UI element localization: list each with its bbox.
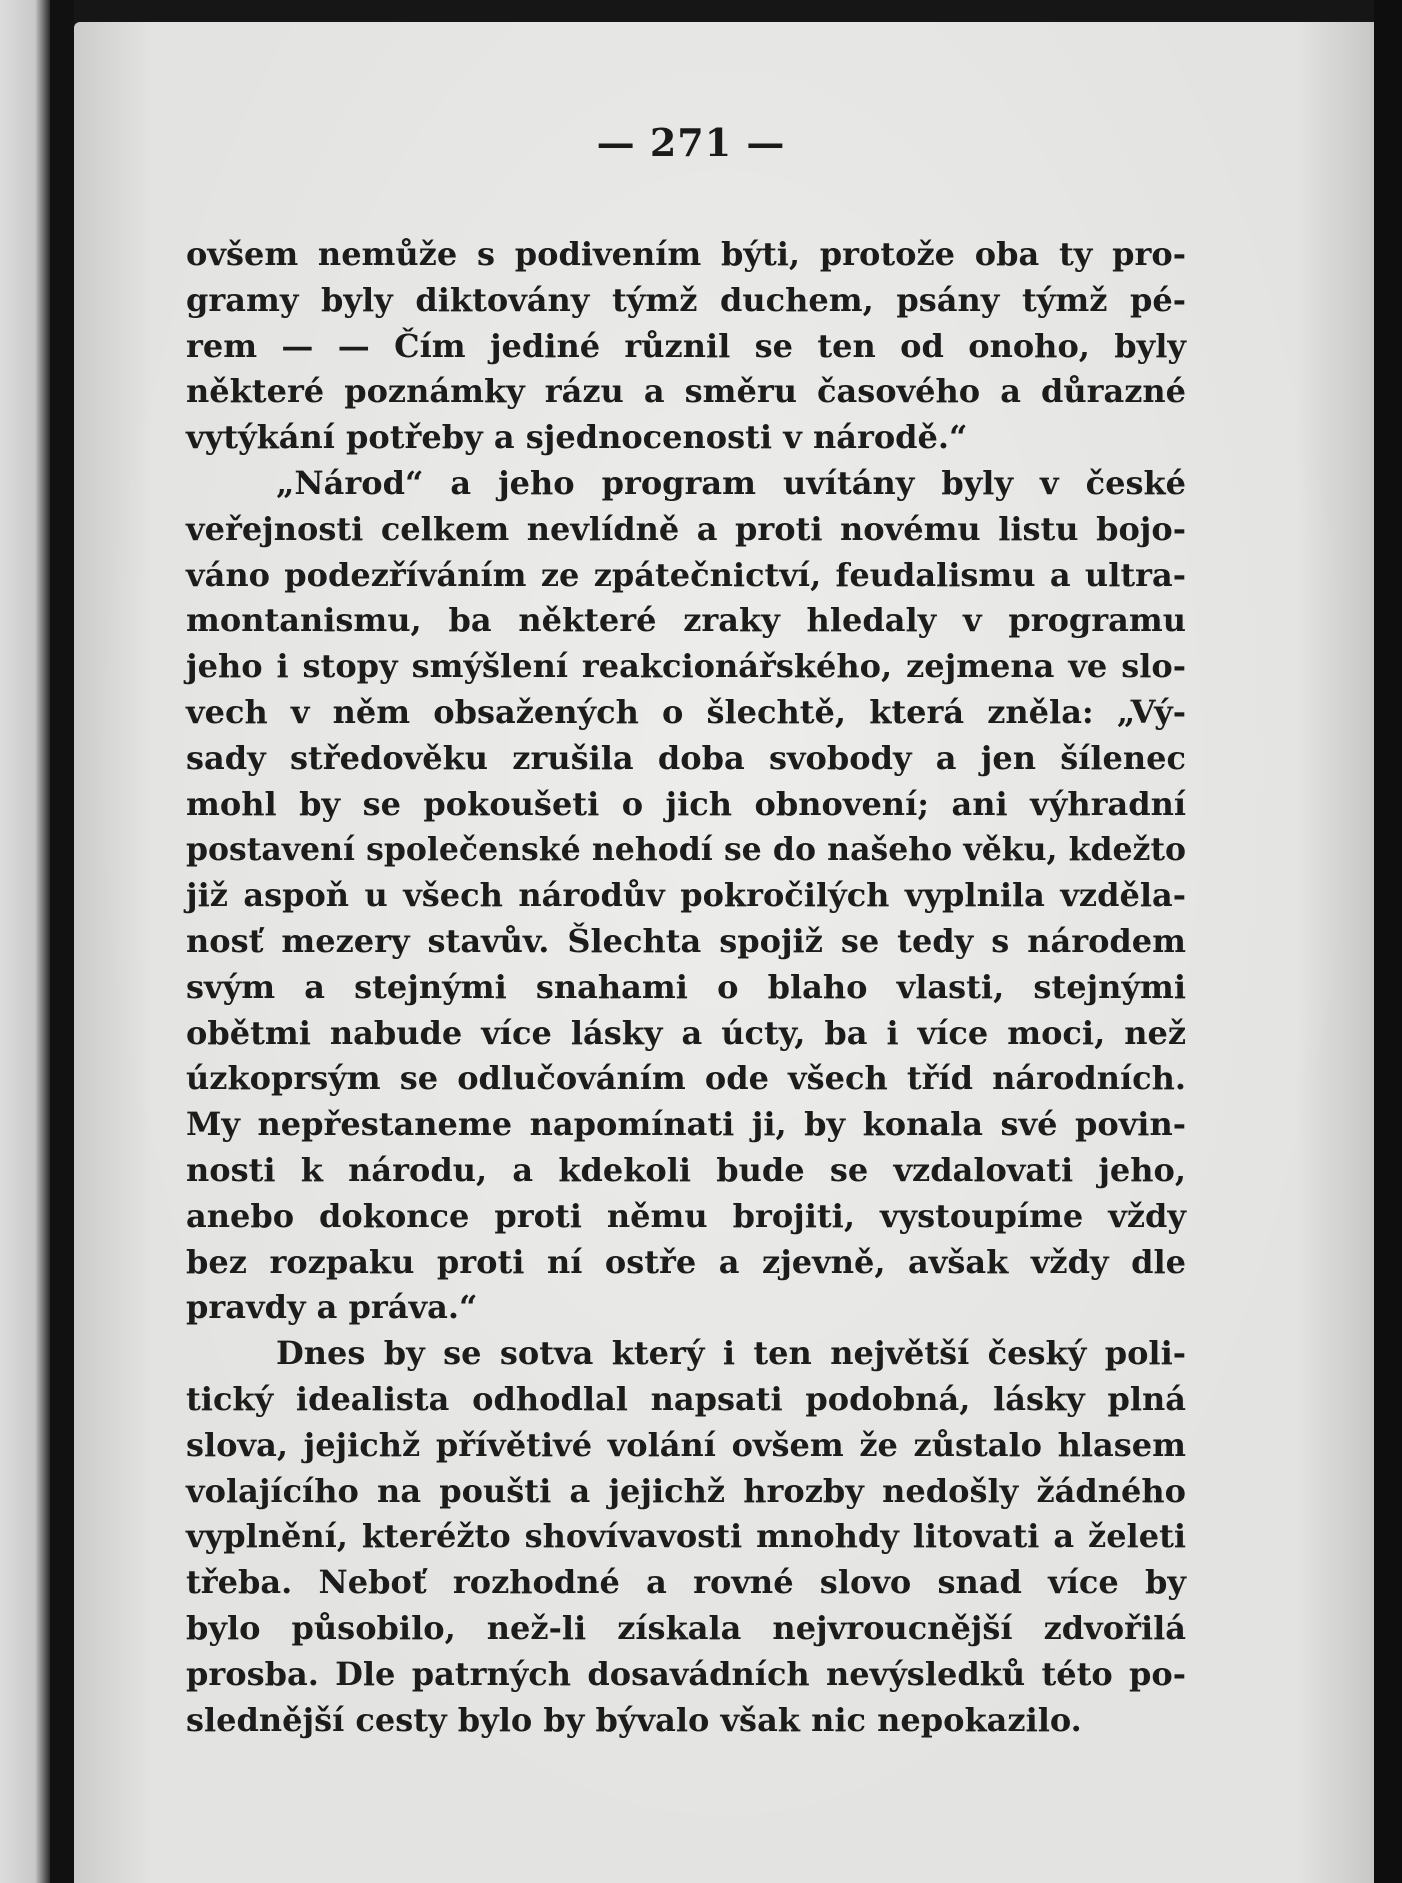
text-line: rem — — Čím jediné různil se ten od onoho, byly (186, 326, 1186, 365)
text-line: třeba. Neboť rozhodné a rovné slovo snad více by (186, 1563, 1186, 1602)
text-line: anebo dokonce proti němu brojiti, vystoupíme vždy (186, 1196, 1186, 1235)
text-line: nosti k národu, a kdekoli bude se vzdalovati jeho, (186, 1150, 1186, 1189)
text-line: Dnes by se sotva který i ten největší český poli- (276, 1334, 1186, 1373)
text-line: sady středověku zrušila doba svobody a jen šílenec (186, 738, 1186, 777)
text-line: prosba. Dle patrných dosavádních nevýsledků této po- (186, 1654, 1186, 1693)
text-line: svým a stejnými snahami o blaho vlasti, stejnými (186, 967, 1186, 1006)
text-line: obětmi nabude více lásky a úcty, ba i více moci, než (186, 1013, 1186, 1052)
text-line: nosť mezery stavův. Šlechta spojiž se tedy s národem (186, 921, 1186, 960)
text-line: slova, jejichž přívětivé volání ovšem že zůstalo hlasem (186, 1425, 1186, 1464)
text-line: slednější cesty bylo by bývalo však nic nepokazilo. (186, 1700, 1082, 1739)
page-number: — 271 — (596, 120, 786, 165)
text-line: vyplnění, kteréžto shovívavosti mnohdy litovati a želeti (186, 1517, 1186, 1556)
text-line: „Národ“ a jeho program uvítány byly v české (276, 463, 1186, 502)
text-line: gramy byly diktovány týmž duchem, psány týmž pé- (186, 280, 1186, 319)
text-line: montanismu, ba některé zraky hledaly v programu (186, 601, 1186, 640)
text-line: vech v něm obsažených o šlechtě, která zněla: „Vý- (186, 692, 1186, 731)
body-text (186, 232, 1186, 1743)
text-line: ovšem nemůže s podivením býti, protože oba ty pro- (186, 235, 1186, 273)
text-line: mohl by se pokoušeti o jich obnovení; ani výhradní (186, 784, 1186, 823)
text-line: již aspoň u všech národův pokročilých vyplnila vzděla- (186, 876, 1186, 915)
text-line: tický idealista odhodlal napsati podobná, lásky plná (186, 1379, 1186, 1418)
text-line: váno podezříváním ze zpátečnictví, feudalismu a ultra- (186, 555, 1186, 594)
page-right-shadow (1374, 0, 1402, 1883)
text-line: bez rozpaku proti ní ostře a zjevně, avšak vždy dle (186, 1242, 1186, 1281)
text-line: postavení společenské nehodí se do našeho věku, kdežto (186, 831, 1186, 869)
text-line: některé poznámky rázu a směru časového a důrazné (186, 372, 1186, 411)
text-line: bylo působilo, než-li získala nejvroucnější zdvořilá (186, 1608, 1186, 1647)
text-line: volajícího na poušti a jejichž hrozby nedošly žádného (186, 1471, 1186, 1510)
text-line: úzkoprsým se odlučováním ode všech tříd národních. (186, 1059, 1186, 1098)
previous-page-edge (0, 0, 50, 1883)
text-line: pravdy a práva.“ (186, 1288, 478, 1327)
text-line: My nepřestaneme napomínati ji, by konala své povin- (186, 1105, 1186, 1144)
book-gutter (50, 0, 74, 1883)
text-line: veřejnosti celkem nevlídně a proti novému listu bojo- (186, 509, 1186, 548)
text-line: vytýkání potřeby a sjednocenosti v národě.“ (186, 418, 968, 457)
text-line: jeho i stopy smýšlení reakcionářského, zejmena ve slo- (186, 647, 1186, 686)
